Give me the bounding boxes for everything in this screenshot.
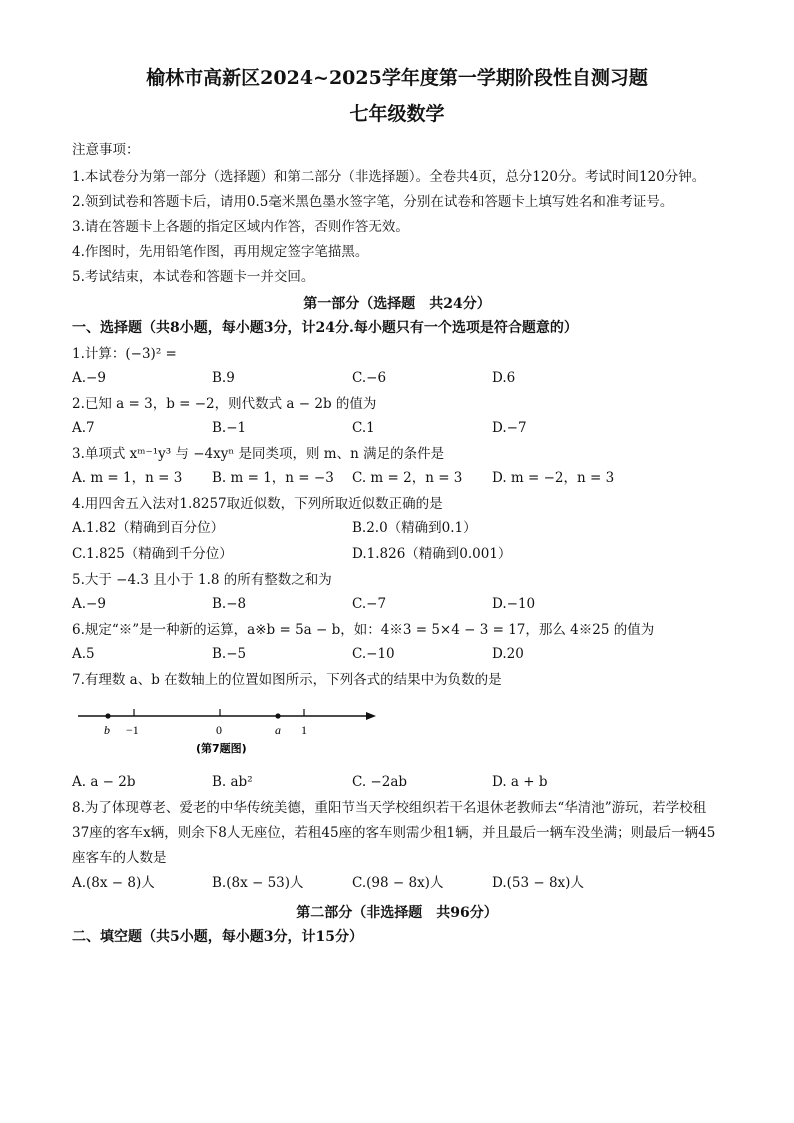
option-c: C.−6 [352,370,387,386]
part1-heading: 第一部分（选择题 共24分） [303,296,491,312]
section-fill-heading: 二、填空题（共5小题，每小题3分，计15分） [72,929,363,945]
option-b: B.−1 [212,420,247,436]
question-5-options [72,592,722,616]
option-b: B. m = 1，n = −3 [212,470,334,486]
question-4-options-row1 [72,516,722,540]
option-d: D.−10 [492,596,536,612]
question-4-stem: 4.用四舍五入法对1.8257取近似数，下列所取近似数正确的是 [72,496,443,512]
question-2-stem: 2.已知 a = 3，b = −2，则代数式 a − 2b 的值为 [72,396,377,412]
question-3-stem: 3.单项式 xᵐ⁻¹y³ 与 −4xyⁿ 是同类项，则 m、n 满足的条件是 [72,446,445,462]
part2-heading: 第二部分（非选择题 共96分） [296,905,498,921]
option-b: B.2.0（精确到0.1） [352,520,477,536]
question-1-stem: 1.计算：(−3)² = [72,346,177,362]
option-b: B.9 [212,370,235,386]
question-2-options [72,416,722,440]
label-a: a [275,723,281,737]
option-a: A.1.82（精确到百分位） [72,520,225,536]
label-zero: 0 [216,723,222,737]
option-c: C. −2ab [352,774,408,790]
option-d: D. m = −2，n = 3 [492,470,615,486]
point-a [275,713,280,718]
option-a: A.(8x − 8)人 [72,875,155,891]
question-8-options [72,871,722,895]
question-6-stem: 6.规定“※”是一种新的运算，a※b = 5a − b，如：4※3 = 5×4 − 3 = 17，那么 4※25 的值为 [72,622,655,638]
notice-item: 1.本试卷分为第一部分（选择题）和第二部分（非选择题）。全卷共4页，总分120分。考试时间120分钟。 [72,169,706,185]
notice-block [72,140,722,290]
option-d: D. a + b [492,774,548,790]
option-c: C.1.825（精确到千分位） [72,546,233,562]
question-4-options-row2 [72,542,722,566]
option-b: B.(8x − 53)人 [212,875,304,891]
question-5-stem: 5.大于 −4.3 且小于 1.8 的所有整数之和为 [72,572,332,588]
option-c: C.−10 [352,646,395,662]
option-d: D.(53 − 8x)人 [492,875,584,891]
question-6-options [72,642,722,666]
option-a: A.−9 [72,596,106,612]
section-choice-heading: 一、选择题（共8小题，每小题3分，计24分.每小题只有一个选项是符合题意的） [72,320,578,336]
option-a: A.5 [72,646,95,662]
figure-caption: (第7题图) [196,742,247,755]
option-d: D.20 [492,646,524,662]
question-1-options [72,366,722,390]
option-d: D.6 [492,370,516,386]
point-b [105,713,110,718]
number-line-figure [72,694,722,764]
notice-item: 2.领到试卷和答题卡后，请用0.5毫米黑色墨水签字笔，分别在试卷和答题卡上填写姓名和准考证号。 [72,194,674,210]
arrow-icon [366,712,376,720]
option-d: D.1.826（精确到0.001） [352,546,512,562]
label-minus-one: −1 [126,723,139,737]
notice-heading: 注意事项： [72,142,140,158]
option-a: A. m = 1，n = 3 [72,470,183,486]
notice-item: 3.请在答题卡上各题的指定区域内作答，否则作答无效。 [72,219,409,235]
question-7-stem: 7.有理数 a、b 在数轴上的位置如图所示，下列各式的结果中为负数的是 [72,672,502,688]
option-b: B.−5 [212,646,247,662]
option-b: B. ab² [212,774,253,790]
question-8-stem: 8.为了体现尊老、爱老的中华传统美德，重阳节当天学校组织若干名退休老教师去“华清池”游玩，若学校租37座的客车x辆，则余下8人无座位，若租45座的客车则需少租1辆，并且最后一辆车没坐满；则最后一辆45座客车的人数是 [72,800,716,866]
exam-title: 榆林市高新区2024~2025学年度第一学期阶段性自测习题 [146,67,648,89]
option-d: D.−7 [492,420,527,436]
label-b: b [104,723,110,737]
option-a: A.−9 [72,370,106,386]
question-3-options [72,466,722,490]
number-line-svg [72,694,392,764]
notice-item: 4.作图时，先用铅笔作图，再用规定签字笔描黑。 [72,244,369,260]
notice-item: 5.考试结束，本试卷和答题卡一并交回。 [72,269,315,285]
question-7-options [72,770,722,794]
label-one: 1 [301,723,307,737]
exam-subtitle: 七年级数学 [349,103,445,125]
option-b: B.−8 [212,596,247,612]
option-a: A.7 [72,420,95,436]
option-c: C.(98 − 8x)人 [352,875,444,891]
option-a: A. a − 2b [72,774,136,790]
option-c: C.−7 [352,596,387,612]
option-c: C.1 [352,420,375,436]
option-c: C. m = 2，n = 3 [352,470,463,486]
